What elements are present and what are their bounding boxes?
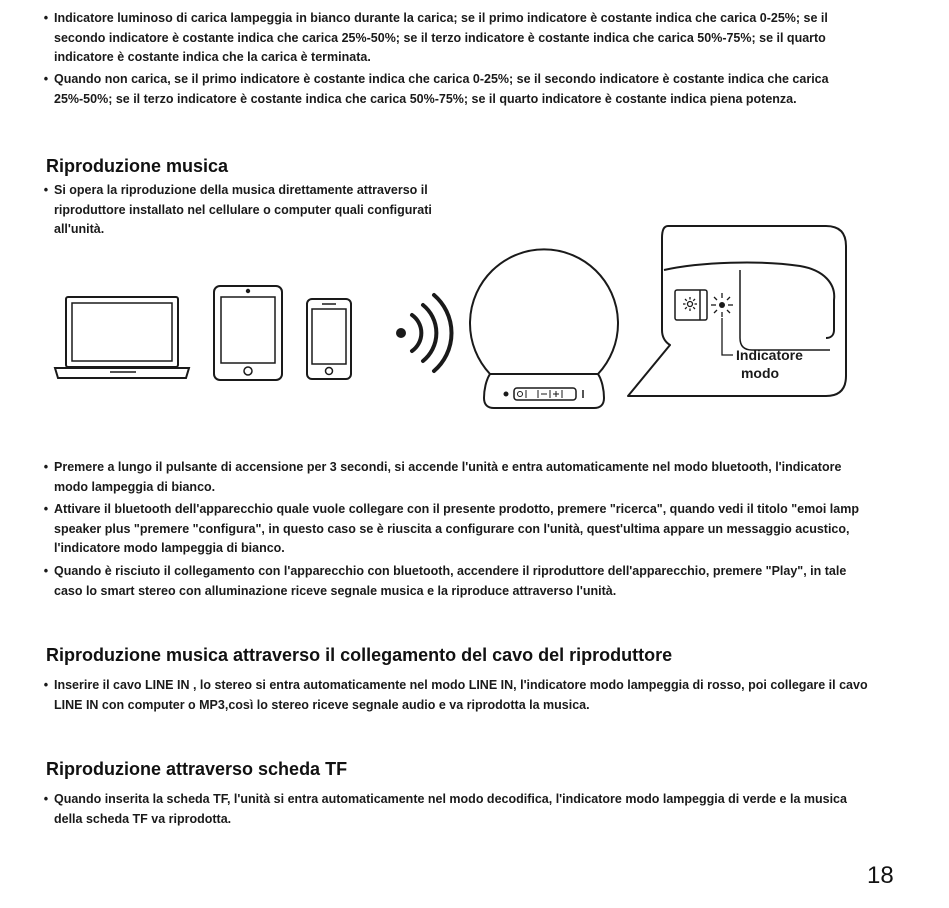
callout-label-line1: Indicatore [736,347,803,363]
section-title-music: Riproduzione musica [46,156,229,176]
charging-bullet-1: • Indicatore luminoso di carica lampeggia in bianco durante la carica; se il primo indicatore è costante indica che carica 0-25%; se il secondo indicatore è costante indica che carica 25%-50%; se il terzo indicatore è costante indica che carica 50%-75%; se il quarto indicatore è costante indica che la carica è terminata. [38,9,874,68]
music-intro-bullet: • Si opera la riproduzione della musica direttamente attraverso il riproduttore installato nel cellulare o computer quali configurati all'unità. [38,181,434,240]
charging-bullet-2: • Quando non carica, se il primo indicatore è costante indica che carica 0-25%; se il secondo indicatore è costante indica che carica 25%-50%; se il terzo indicatore è costante indica che carica 50%-75%; se il quarto indicatore è costante indica piena potenza. [38,70,874,109]
connection-illustration [0,0,949,430]
indicator-callout [628,226,846,396]
page-number: 18 [867,862,894,889]
sun-icon [683,297,697,311]
music-bullet-3: • Quando è risciuto il collegamento con l'apparecchio con bluetooth, accendere il riproduttore dell'apparecchio, premere "Play", in tale caso lo smart stereo con alluminazione riceve segnale musica e la riproduce attraverso l'unità. [38,562,874,601]
music-bullet-1: • Premere a lungo il pulsante di accensione per 3 secondi, si accende l'unità e entra automaticamente nel modo bluetooth, l'indicatore modo lampeggia di bianco. [38,458,874,497]
tablet-icon [214,286,282,380]
tf-bullet-1: • Quando inserita la scheda TF, l'unità si entra automaticamente nel modo decodifica, l'indicatore modo lampeggia di verde e la musica della scheda TF va riprodotta. [38,790,874,829]
speaker-lamp-icon [470,249,618,408]
callout-label-line2: modo [740,365,780,381]
section-title-cable: Riproduzione musica attraverso il collegamento del cavo del riproduttore [46,645,673,665]
section-title-tf: Riproduzione attraverso scheda TF [46,759,348,779]
music-bullet-2: • Attivare il bluetooth dell'apparecchio quale vuole collegare con il presente prodotto, premere "ricerca", quando vedi il titolo "emoi lamp speaker plus "premere "configura", in questo caso se è riuscita a configurare con l'unità, quest'ultima appare un messaggio acustico, l'indicatore modo lampeggia di bianco. [38,500,874,559]
wireless-signal-icon [396,295,452,371]
laptop-icon [55,297,189,378]
smartphone-icon [307,299,351,379]
callout-leader-line [722,318,733,355]
cable-bullet-1: • Inserire il cavo LINE IN , lo stereo si entra automaticamente nel modo LINE IN, l'indicatore modo lampeggia di rosso, poi collegare il cavo LINE IN con computer o MP3,così lo stereo riceve segnale audio e va riprodotta la musica. [38,676,874,715]
